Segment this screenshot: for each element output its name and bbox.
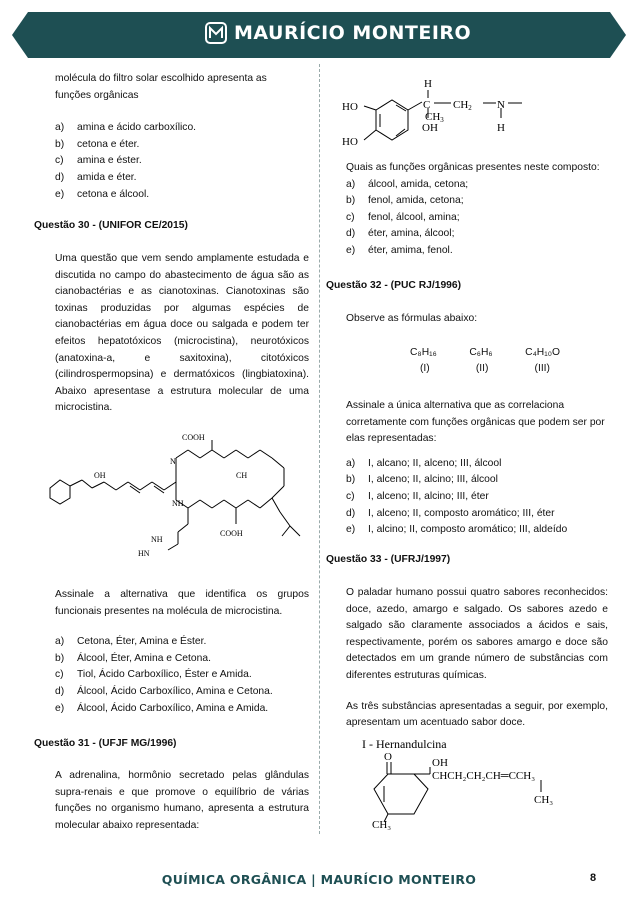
hernandulcina-title: I - Hernandulcina — [362, 737, 447, 751]
option-e: e) cetona e álcool. — [55, 188, 150, 200]
nh-label: NH — [172, 499, 184, 508]
hn-label: HN — [138, 549, 150, 558]
n-label: N — [497, 99, 505, 111]
formula-label-3: (III) — [534, 363, 550, 374]
q31-option-c: c) fenol, álcool, amina; — [346, 211, 460, 223]
option-c: c) amina e éster. — [55, 155, 142, 167]
h-top-label: H — [424, 78, 432, 90]
page-number: 8 — [590, 872, 597, 884]
page-footer: QUÍMICA ORGÂNICA | MAURÍCIO MONTEIRO — [161, 872, 477, 887]
left-column — [55, 71, 309, 203]
adrenaline-structure — [336, 70, 546, 152]
q30-text: Uma questão que vem sendo amplamente estudada e discutida no campo do abastecimento de água são as cianobactérias e as cianotoxinas. Cianotoxinas são toxinas produzidas por algumas espécies de cianobactérias em água doce ou salgada e podem ter efeitos hepatotóxicos (microcistina), neurotóxicos (anatoxina-a, e saxitoxina), citotóxicos (cilindrospermopsina) e dermatóxicos (lingbiatoxina). Abaixo apresentase a estrutura molecular de uma microcistina. — [55, 253, 309, 414]
q32-option-c: c) I, alceno; II, alcino; III, éter — [346, 490, 489, 502]
oh-label: OH — [422, 122, 438, 134]
cooh-label-1: COOH — [182, 433, 205, 442]
q33-text: O paladar humano possui quatro sabores reconhecidos: doce, azedo, amargo e salgado. Os sabores azedo e salgado são claramente associados a ácidos e sais, respectivamente, porém os sabores amargo e doce são detectados em um grande número de substâncias com diferentes estruturas químicas. — [346, 587, 608, 681]
q32-formulas — [410, 345, 560, 377]
q31-text: A adrenalina, hormônio secretado pelas glândulas supra-renais e que promove o equilíbrio de várias funções no organismo humano, apresenta a estrutura molecular abaixo representada: — [55, 770, 309, 831]
hernandulcina-chain: CHCH₂CH₂CH═CCH₃ — [432, 770, 536, 782]
q29-options — [55, 120, 309, 203]
ch2-label: CH2 — [453, 99, 472, 112]
nh2-label: NH — [151, 535, 163, 544]
brand-m-icon — [205, 22, 227, 44]
intro-line-1: molécula do filtro solar escolhido apresenta as — [55, 73, 267, 84]
ketone-o-label: O — [384, 751, 392, 763]
formula-3: C₄H₁₀O — [525, 347, 560, 358]
q32-option-b: b) I, alceno; II, alcino; III, álcool — [346, 474, 498, 486]
q31-option-d: d) éter, amina, álcool; — [346, 228, 455, 240]
q32-title-wrap — [326, 278, 608, 295]
brand-name: MAURÍCIO MONTEIRO — [234, 22, 472, 44]
q30-ask: Assinale a alternativa que identifica os grupos funcionais presentes na molécula de microcistina. — [55, 589, 309, 617]
formula-label-1: (I) — [420, 363, 430, 374]
q30-option-e: e) Álcool, Ácido Carboxílico, Amina e Amida. — [55, 702, 269, 714]
q31-option-b: b) fenol, amida, cetona; — [346, 195, 464, 207]
q30-ask-wrap — [55, 587, 309, 717]
formula-label-2: (II) — [475, 363, 489, 374]
q31-option-e: e) éter, amima, fenol. — [346, 244, 453, 256]
q32-body — [346, 398, 608, 539]
q31-ask: Quais as funções orgânicas presentes neste composto: — [346, 162, 600, 173]
q30-body — [55, 251, 309, 417]
ch2-label: CH — [236, 471, 248, 480]
q32-title: Questão 32 - (PUC RJ/1996) — [326, 280, 462, 291]
hernandulcina-oh-label: OH — [432, 757, 448, 769]
cooh-label-2: COOH — [220, 529, 243, 538]
formula-label-row — [410, 361, 560, 377]
q32-intro — [346, 311, 608, 328]
page-header — [0, 0, 638, 68]
option-d: d) amida e éter. — [55, 171, 137, 183]
microcystin-structure — [40, 428, 310, 568]
ho-label-2: HO — [342, 136, 358, 148]
ch3-label: CH3 — [425, 111, 444, 124]
q30-option-c: c) Tiol, Ácido Carboxílico, Éster e Amida. — [55, 669, 252, 681]
oh-label: OH — [94, 471, 106, 480]
option-b: b) cetona e éter. — [55, 138, 140, 150]
q31-body — [55, 768, 309, 834]
q31-title: Questão 31 - (UFJF MG/1996) — [34, 738, 177, 749]
q30-title-wrap — [34, 218, 314, 235]
ch3-label-a: CH₃ — [534, 794, 554, 806]
q32-text: Observe as fórmulas abaixo: — [346, 313, 478, 324]
q31-option-a: a) álcool, amida, cetona; — [346, 178, 469, 190]
column-divider — [319, 64, 320, 834]
h-bottom-label: H — [497, 122, 505, 134]
q32-ask: Assinale a única alternativa que as correlaciona corretamente com funções orgânicas que podem ser por elas representadas: — [346, 400, 605, 445]
q31-continued — [346, 160, 608, 260]
n-label: N — [170, 457, 176, 466]
q33-title: Questão 33 - (UFRJ/1997) — [326, 554, 451, 565]
q30-title: Questão 30 - (UNIFOR CE/2015) — [34, 220, 188, 231]
q32-option-d: d) I, alceno; II, composto aromático; III, éter — [346, 507, 555, 519]
formula-2: C₆H₆ — [469, 347, 493, 358]
q32-option-a: a) I, alcano; II, alceno; III, álcool — [346, 457, 502, 469]
q32-option-e: e) I, alcino; II, composto aromático; III, aldeído — [346, 524, 568, 536]
intro-line-2: funções orgânicas — [55, 89, 139, 101]
formula-row — [410, 345, 560, 361]
q33-title-wrap — [326, 552, 608, 569]
option-a: a) amina e ácido carboxílico. — [55, 122, 197, 134]
q33-body — [346, 585, 608, 732]
formula-1: C₈H₁₆ — [410, 347, 437, 358]
c-label: C — [423, 99, 431, 111]
q30-option-d: d) Álcool, Ácido Carboxílico, Amina e Cetona. — [55, 685, 273, 697]
hernandulcina-structure — [348, 734, 610, 834]
brand-logo — [205, 22, 471, 44]
q33-text-2: As três substâncias apresentadas a seguir, por exemplo, apresentam um acentuado sabor doce. — [346, 700, 608, 729]
q30-option-a: a) Cetona, Éter, Amina e Éster. — [55, 636, 207, 648]
q31-title-wrap — [34, 736, 314, 753]
q30-option-b: b) Álcool, Éter, Amina e Cetona. — [55, 652, 211, 664]
ch3-label-b: CH₃ — [372, 819, 392, 831]
ho-label-1: HO — [342, 101, 358, 113]
